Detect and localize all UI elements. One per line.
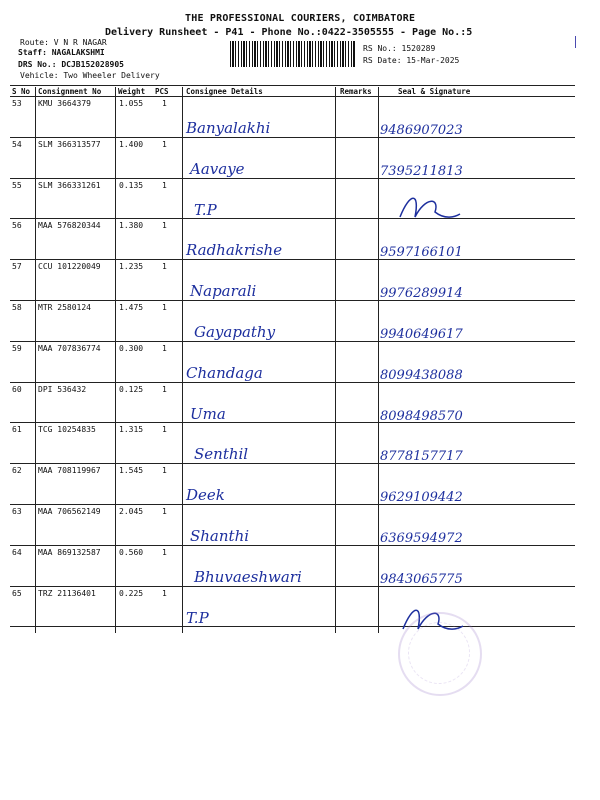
vehicle-label: Vehicle: [20,71,59,80]
col-header-weight: Weight [118,87,146,96]
table-row [0,423,600,463]
table-row [0,138,600,178]
row-sno: 57 [12,262,22,272]
runsheet-subtitle: Delivery Runsheet - P41 - Phone No.:0422-3505555 - Page No.:5 [105,27,473,38]
row-weight: 0.300 [119,343,144,353]
row-consignment-no: MAA 576820344 [38,221,101,231]
table-row [0,219,600,259]
route-value: V N R NAGAR [53,38,107,47]
receiver-phone-handwritten: 8098498570 [380,408,463,424]
row-sno: 55 [12,180,22,190]
rs-date-value: 15-Mar-2025 [406,56,460,65]
row-pcs: 1 [162,384,167,394]
row-pcs: 1 [162,466,167,476]
consignee-handwritten-name: Naparali [190,282,257,301]
row-weight: 0.560 [119,547,144,557]
row-weight: 1.055 [119,99,144,108]
receiver-phone-handwritten: 8778157717 [380,449,463,465]
company-title: THE PROFESSIONAL COURIERS, COIMBATORE [185,13,416,24]
table-row [0,342,600,382]
vehicle-line [20,71,160,81]
rs-no-line [363,44,435,53]
consignee-handwritten-name: Deek [186,486,225,505]
row-sno: 64 [12,547,22,557]
row-consignment-no: SLM 366313577 [38,139,101,149]
staff-value: NAGALAKSHMI [51,48,105,57]
row-weight: 2.045 [119,507,144,516]
row-pcs: 1 [162,99,167,108]
rs-no-label: RS No.: [363,44,397,53]
receiver-phone-handwritten: 7395211813 [380,163,463,179]
row-consignment-no: TRZ 21136401 [38,588,96,598]
route-label: Route: [20,38,49,47]
drs-value: DCJB152028905 [61,60,124,69]
rs-no-value: 1520289 [401,44,436,53]
consignee-handwritten-name: Uma [190,404,226,423]
row-weight: 0.135 [119,180,144,190]
rs-date-label: RS Date: [363,56,402,65]
receiver-phone-handwritten: 9597166101 [380,245,463,261]
col-header-consignment: Consignment No [38,87,102,96]
row-pcs: 1 [162,507,167,516]
col-header-consignee: Consignee Details [186,87,263,96]
staff-line [18,48,105,58]
row-weight: 1.315 [119,425,144,435]
col-header-remarks: Remarks [340,87,372,96]
row-weight: 1.235 [119,262,144,272]
consignee-handwritten-name: Radhakrishe [186,241,283,260]
row-consignment-no: SLM 366331261 [38,180,101,190]
row-weight: 1.400 [119,139,144,149]
table-row [0,587,600,627]
col-header-sno: S No [12,87,31,96]
drs-label: DRS No.: [18,60,57,69]
row-pcs: 1 [162,547,167,557]
row-consignment-no: CCU 101220049 [38,262,101,272]
row-weight: 0.225 [119,588,144,598]
row-weight: 0.125 [119,384,144,394]
consignee-handwritten-name: Banyalakhi [186,119,271,137]
route-line [20,38,107,48]
table-row [0,260,600,300]
row-pcs: 1 [162,588,167,598]
consignee-handwritten-name: T.P [186,608,209,627]
row-pcs: 1 [162,139,167,149]
table-top-border [10,85,575,86]
table-row [0,505,600,545]
table-row [0,97,600,137]
row-weight: 1.475 [119,303,144,312]
table-row [0,301,600,341]
table-row [0,464,600,504]
rs-date-line [363,56,459,65]
consignee-handwritten-name: Bhuvaeshwari [194,567,302,586]
consignee-handwritten-name: Senthil [194,445,249,464]
receiver-phone-handwritten: 6369594972 [380,531,463,546]
row-consignment-no: DPI 536432 [38,384,87,394]
row-weight: 1.545 [119,466,144,476]
row-pcs: 1 [162,180,167,190]
row-divider [10,626,575,627]
row-pcs: 1 [162,425,167,435]
row-sno: 60 [12,384,22,394]
drs-line [18,60,124,70]
table-row [0,383,600,423]
row-consignment-no: MAA 708119967 [38,466,101,476]
row-weight: 1.380 [119,221,144,231]
row-consignment-no: KMU 3664379 [38,99,91,108]
row-consignment-no: MTR 2580124 [38,303,91,312]
consignee-handwritten-name: Shanthi [190,527,250,545]
row-sno: 62 [12,466,22,476]
receiver-phone-handwritten: 8099438088 [380,367,463,383]
consignee-handwritten-name: Gayapathy [194,323,276,341]
row-sno: 65 [12,588,22,598]
col-header-seal: Seal & Signature [398,87,471,96]
receiver-phone-handwritten: 9976289914 [380,286,463,302]
table-row [0,179,600,219]
col-header-pcs: PCS [155,87,169,96]
row-sno: 53 [12,99,22,108]
row-sno: 63 [12,507,22,516]
row-sno: 61 [12,425,22,435]
row-pcs: 1 [162,221,167,231]
consignee-handwritten-name: T.P [194,200,217,219]
row-pcs: 1 [162,303,167,312]
row-sno: 58 [12,303,22,312]
receiver-phone-handwritten: 9629109442 [380,490,463,506]
staff-label: Staff: [18,48,47,57]
table-row [0,546,600,586]
vehicle-value: Two Wheeler Delivery [63,71,160,80]
row-consignment-no: MAA 707836774 [38,343,101,353]
row-consignment-no: MAA 706562149 [38,507,101,516]
signature-scribble [395,192,465,227]
row-consignment-no: MAA 869132587 [38,547,101,557]
row-pcs: 1 [162,262,167,272]
consignee-handwritten-name: Chandaga [186,363,263,382]
consignee-handwritten-name: Aavaye [190,159,245,178]
row-consignment-no: TCG 10254835 [38,425,96,435]
row-sno: 54 [12,139,22,149]
barcode [230,41,355,67]
company-seal-inner [408,622,470,684]
receiver-phone-handwritten: 9486907023 [380,123,463,138]
receiver-phone-handwritten: 9940649617 [380,327,463,342]
pen-mark [575,36,576,48]
row-sno: 59 [12,343,22,353]
row-pcs: 1 [162,343,167,353]
row-sno: 56 [12,221,22,231]
receiver-phone-handwritten: 9843065775 [380,571,463,587]
